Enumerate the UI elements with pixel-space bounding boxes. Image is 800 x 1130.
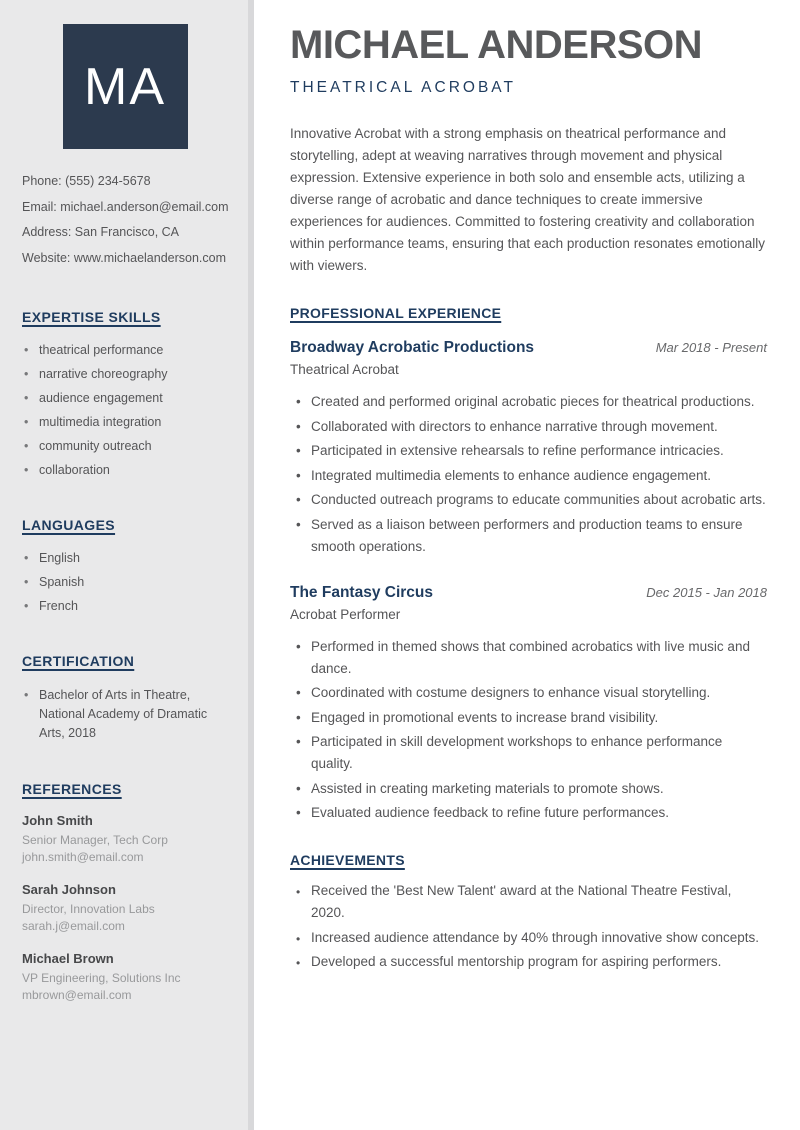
language-item: • English	[22, 550, 228, 567]
reference-email: mbrown@email.com	[22, 988, 132, 1002]
experience-entry-header	[290, 584, 767, 602]
contact-line: Address: San Francisco, CA	[22, 225, 180, 239]
page-title: MICHAEL ANDERSON	[290, 23, 703, 67]
role-title: Acrobat Performer	[290, 606, 401, 622]
experience-section	[290, 305, 767, 824]
experience-bullet: • Participated in skill development workshops to enhance performance quality.	[290, 731, 767, 775]
reference-entry	[22, 813, 228, 866]
experience-bullet: • Served as a liaison between performers and production teams to ensure smooth operations.	[290, 514, 767, 558]
achievement-bullet: • Received the 'Best New Talent' award at the National Theatre Festival, 2020.	[290, 880, 767, 924]
experience-entry	[290, 339, 767, 558]
contact-line: Website: www.michaelanderson.com	[22, 250, 227, 265]
experience-bullet: • Participated in extensive rehearsals to refine performance intricacies.	[290, 440, 767, 462]
reference-role: Senior Manager, Tech Corp	[22, 833, 168, 847]
job-title-subtitle: THEATRICAL ACROBAT	[290, 79, 516, 96]
contact-line: Phone: (555) 234-5678	[22, 174, 151, 188]
references-heading: REFERENCES	[22, 781, 122, 797]
languages-list	[22, 550, 228, 615]
skill-item: • multimedia integration	[22, 414, 228, 431]
reference-email: john.smith@email.com	[22, 850, 144, 864]
experience-bullet-list	[290, 391, 767, 558]
role-title: Theatrical Acrobat	[290, 362, 399, 377]
reference-name: Sarah Johnson	[22, 882, 116, 897]
reference-entry	[22, 951, 228, 1004]
skill-item: • collaboration	[22, 462, 228, 479]
date-range: Dec 2015 - Jan 2018	[646, 584, 767, 600]
experience-entry	[290, 584, 767, 825]
achievement-bullet: • Developed a successful mentorship program for aspiring performers.	[290, 951, 767, 973]
sidebar	[0, 0, 254, 1130]
experience-bullet: • Assisted in creating marketing materials to promote shows.	[290, 778, 767, 800]
experience-bullet: • Performed in themed shows that combined acrobatics with live music and dance.	[290, 636, 767, 680]
achievements-section	[290, 852, 767, 973]
contact-line: Email: michael.anderson@email.com	[22, 199, 229, 214]
reference-email: sarah.j@email.com	[22, 919, 125, 933]
experience-bullet: • Integrated multimedia elements to enhance audience engagement.	[290, 465, 767, 487]
achievement-bullet: • Increased audience attendance by 40% through innovative show concepts.	[290, 927, 767, 949]
skills-list	[22, 342, 228, 479]
achievements-heading: ACHIEVEMENTS	[290, 852, 405, 868]
company-name: The Fantasy Circus	[290, 583, 433, 601]
skills-section	[22, 309, 228, 479]
skills-heading: EXPERTISE SKILLS	[22, 309, 161, 325]
contact-list	[22, 169, 228, 271]
certification-list	[22, 686, 228, 743]
experience-bullet: • Evaluated audience feedback to refine future performances.	[290, 802, 767, 824]
reference-role: Director, Innovation Labs	[22, 902, 155, 916]
achievements-list	[290, 880, 767, 973]
experience-bullet: • Coordinated with costume designers to enhance visual storytelling.	[290, 682, 767, 704]
company-name: Broadway Acrobatic Productions	[290, 339, 535, 356]
references-section	[22, 781, 228, 1004]
certification-item: • Bachelor of Arts in Theatre, National Academy of Dramatic Arts, 2018	[22, 686, 228, 743]
experience-bullet: • Created and performed original acrobatic pieces for theatrical productions.	[290, 391, 767, 413]
experience-heading: PROFESSIONAL EXPERIENCE	[290, 305, 502, 321]
experience-bullet-list	[290, 636, 767, 825]
skill-item: • theatrical performance	[22, 342, 228, 359]
summary-paragraph: Innovative Acrobat with a strong emphasis on theatrical performance and storytelling, adept at weaving narratives through movement and physical expression. Extensive experience in both solo and ensemble acts, utilizing a diverse range of acrobatic and dance techniques to create immersive experiences for audiences. Committed to fostering creativity and collaboration within performance teams, ensuring that each production resonates emotionally with viewers.	[290, 126, 766, 273]
skill-item: • narrative choreography	[22, 366, 228, 383]
experience-bullet: • Conducted outreach programs to educate communities about acrobatic arts.	[290, 489, 767, 511]
language-item: • Spanish	[22, 574, 228, 591]
certification-heading: CERTIFICATION	[22, 653, 135, 669]
skill-item: • audience engagement	[22, 390, 228, 407]
avatar	[63, 24, 188, 149]
date-range: Mar 2018 - Present	[655, 340, 767, 355]
experience-entry-header	[290, 339, 767, 357]
languages-heading: LANGUAGES	[22, 517, 116, 533]
certification-section	[22, 653, 228, 743]
reference-name: John Smith	[22, 813, 93, 828]
main-content	[254, 0, 800, 1130]
avatar-initials: MA	[84, 57, 166, 116]
experience-bullet: • Collaborated with directors to enhance narrative through movement.	[290, 416, 767, 438]
references-list	[22, 813, 228, 1004]
experience-bullet: • Engaged in promotional events to increase brand visibility.	[290, 707, 767, 729]
language-item: • French	[22, 598, 228, 615]
skill-item: • community outreach	[22, 438, 228, 455]
languages-section	[22, 517, 228, 615]
reference-name: Michael Brown	[22, 951, 114, 966]
reference-role: VP Engineering, Solutions Inc	[22, 971, 181, 985]
reference-entry	[22, 882, 228, 935]
